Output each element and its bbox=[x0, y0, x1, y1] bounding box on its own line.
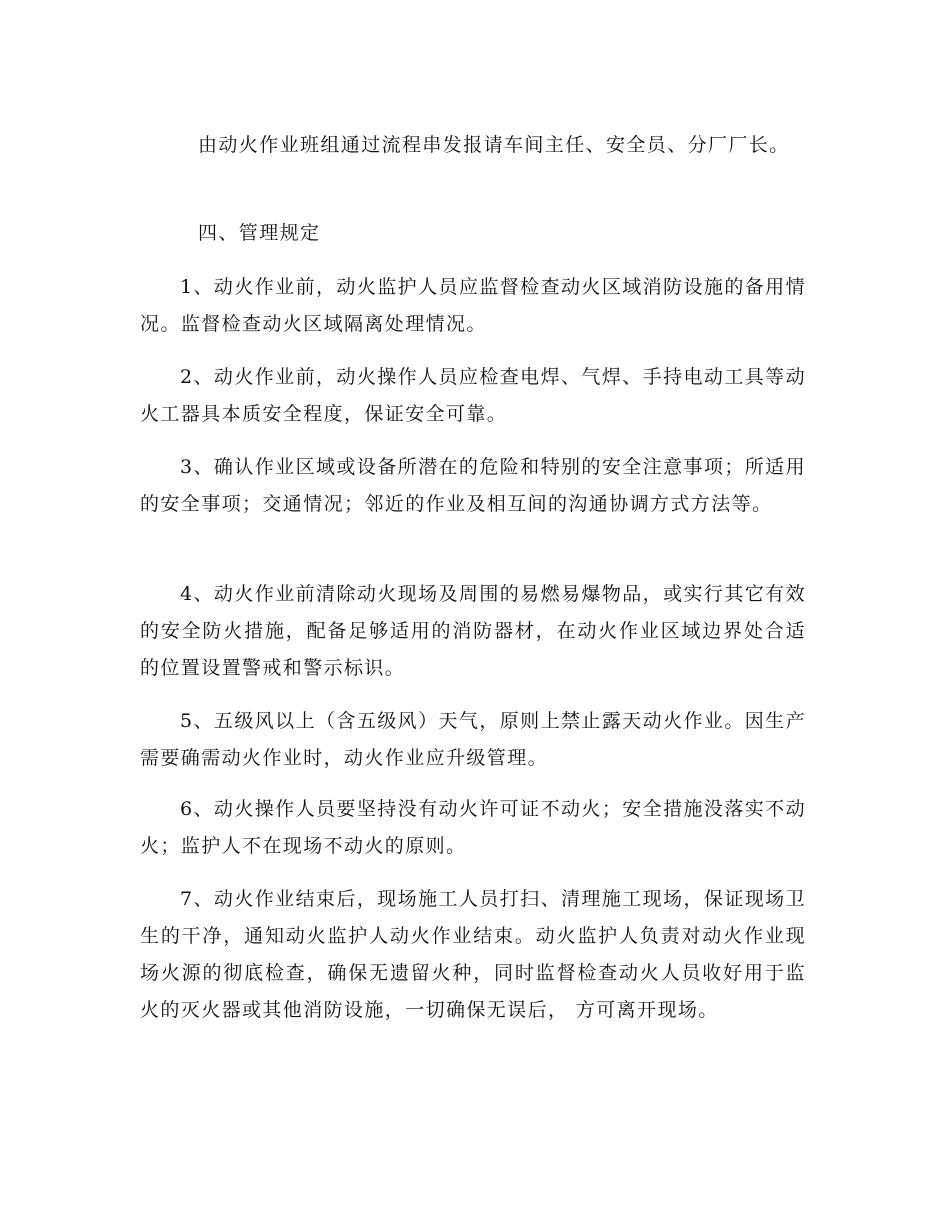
rule-item-4: 4、动火作业前清除动火现场及周围的易燃易爆物品，或实行其它有效的安全防火措施，配备足够适用的消防器材，在动火作业区域边界处合适的位置设置警戒和警示标识。 bbox=[140, 583, 806, 679]
rule-item-6: 6、动火操作人员要坚持没有动火许可证不动火；安全措施没落实不动火；监护人不在现场不动火的原则。 bbox=[140, 798, 806, 857]
rule-item-5: 5、五级风以上（含五级风）天气，原则上禁止露天动火作业。因生产需要确需动火作业时，动火作业应升级管理。 bbox=[140, 710, 806, 769]
rule-item-2: 2、动火作业前，动火操作人员应检查电焊、气焊、手持电动工具等动火工器具本质安全程度，保证安全可靠。 bbox=[140, 366, 806, 425]
rule-item-3: 3、确认作业区域或设备所潜在的危险和特别的安全注意事项；所适用的安全事项；交通情况；邻近的作业及相互间的沟通协调方式方法等。 bbox=[140, 456, 806, 515]
rule-item-7: 7、动火作业结束后，现场施工人员打扫、清理施工现场，保证现场卫生的干净，通知动火监护人动火作业结束。动火监护人负责对动火作业现场火源的彻底检查，确保无遗留火种，同时监督检查动火人员收好用于监火的灭火器或其他消防设施，一切确保无误后， 方可离开现场。 bbox=[140, 888, 806, 1021]
section-heading: 四、管理规定 bbox=[198, 222, 321, 244]
rule-item-1: 1、动火作业前，动火监护人员应监督检查动火区域消防设施的备用情况。监督检查动火区域隔离处理情况。 bbox=[140, 276, 806, 335]
paragraph-intro: 由动火作业班组通过流程串发报请车间主任、安全员、分厂厂长。 bbox=[198, 134, 790, 156]
